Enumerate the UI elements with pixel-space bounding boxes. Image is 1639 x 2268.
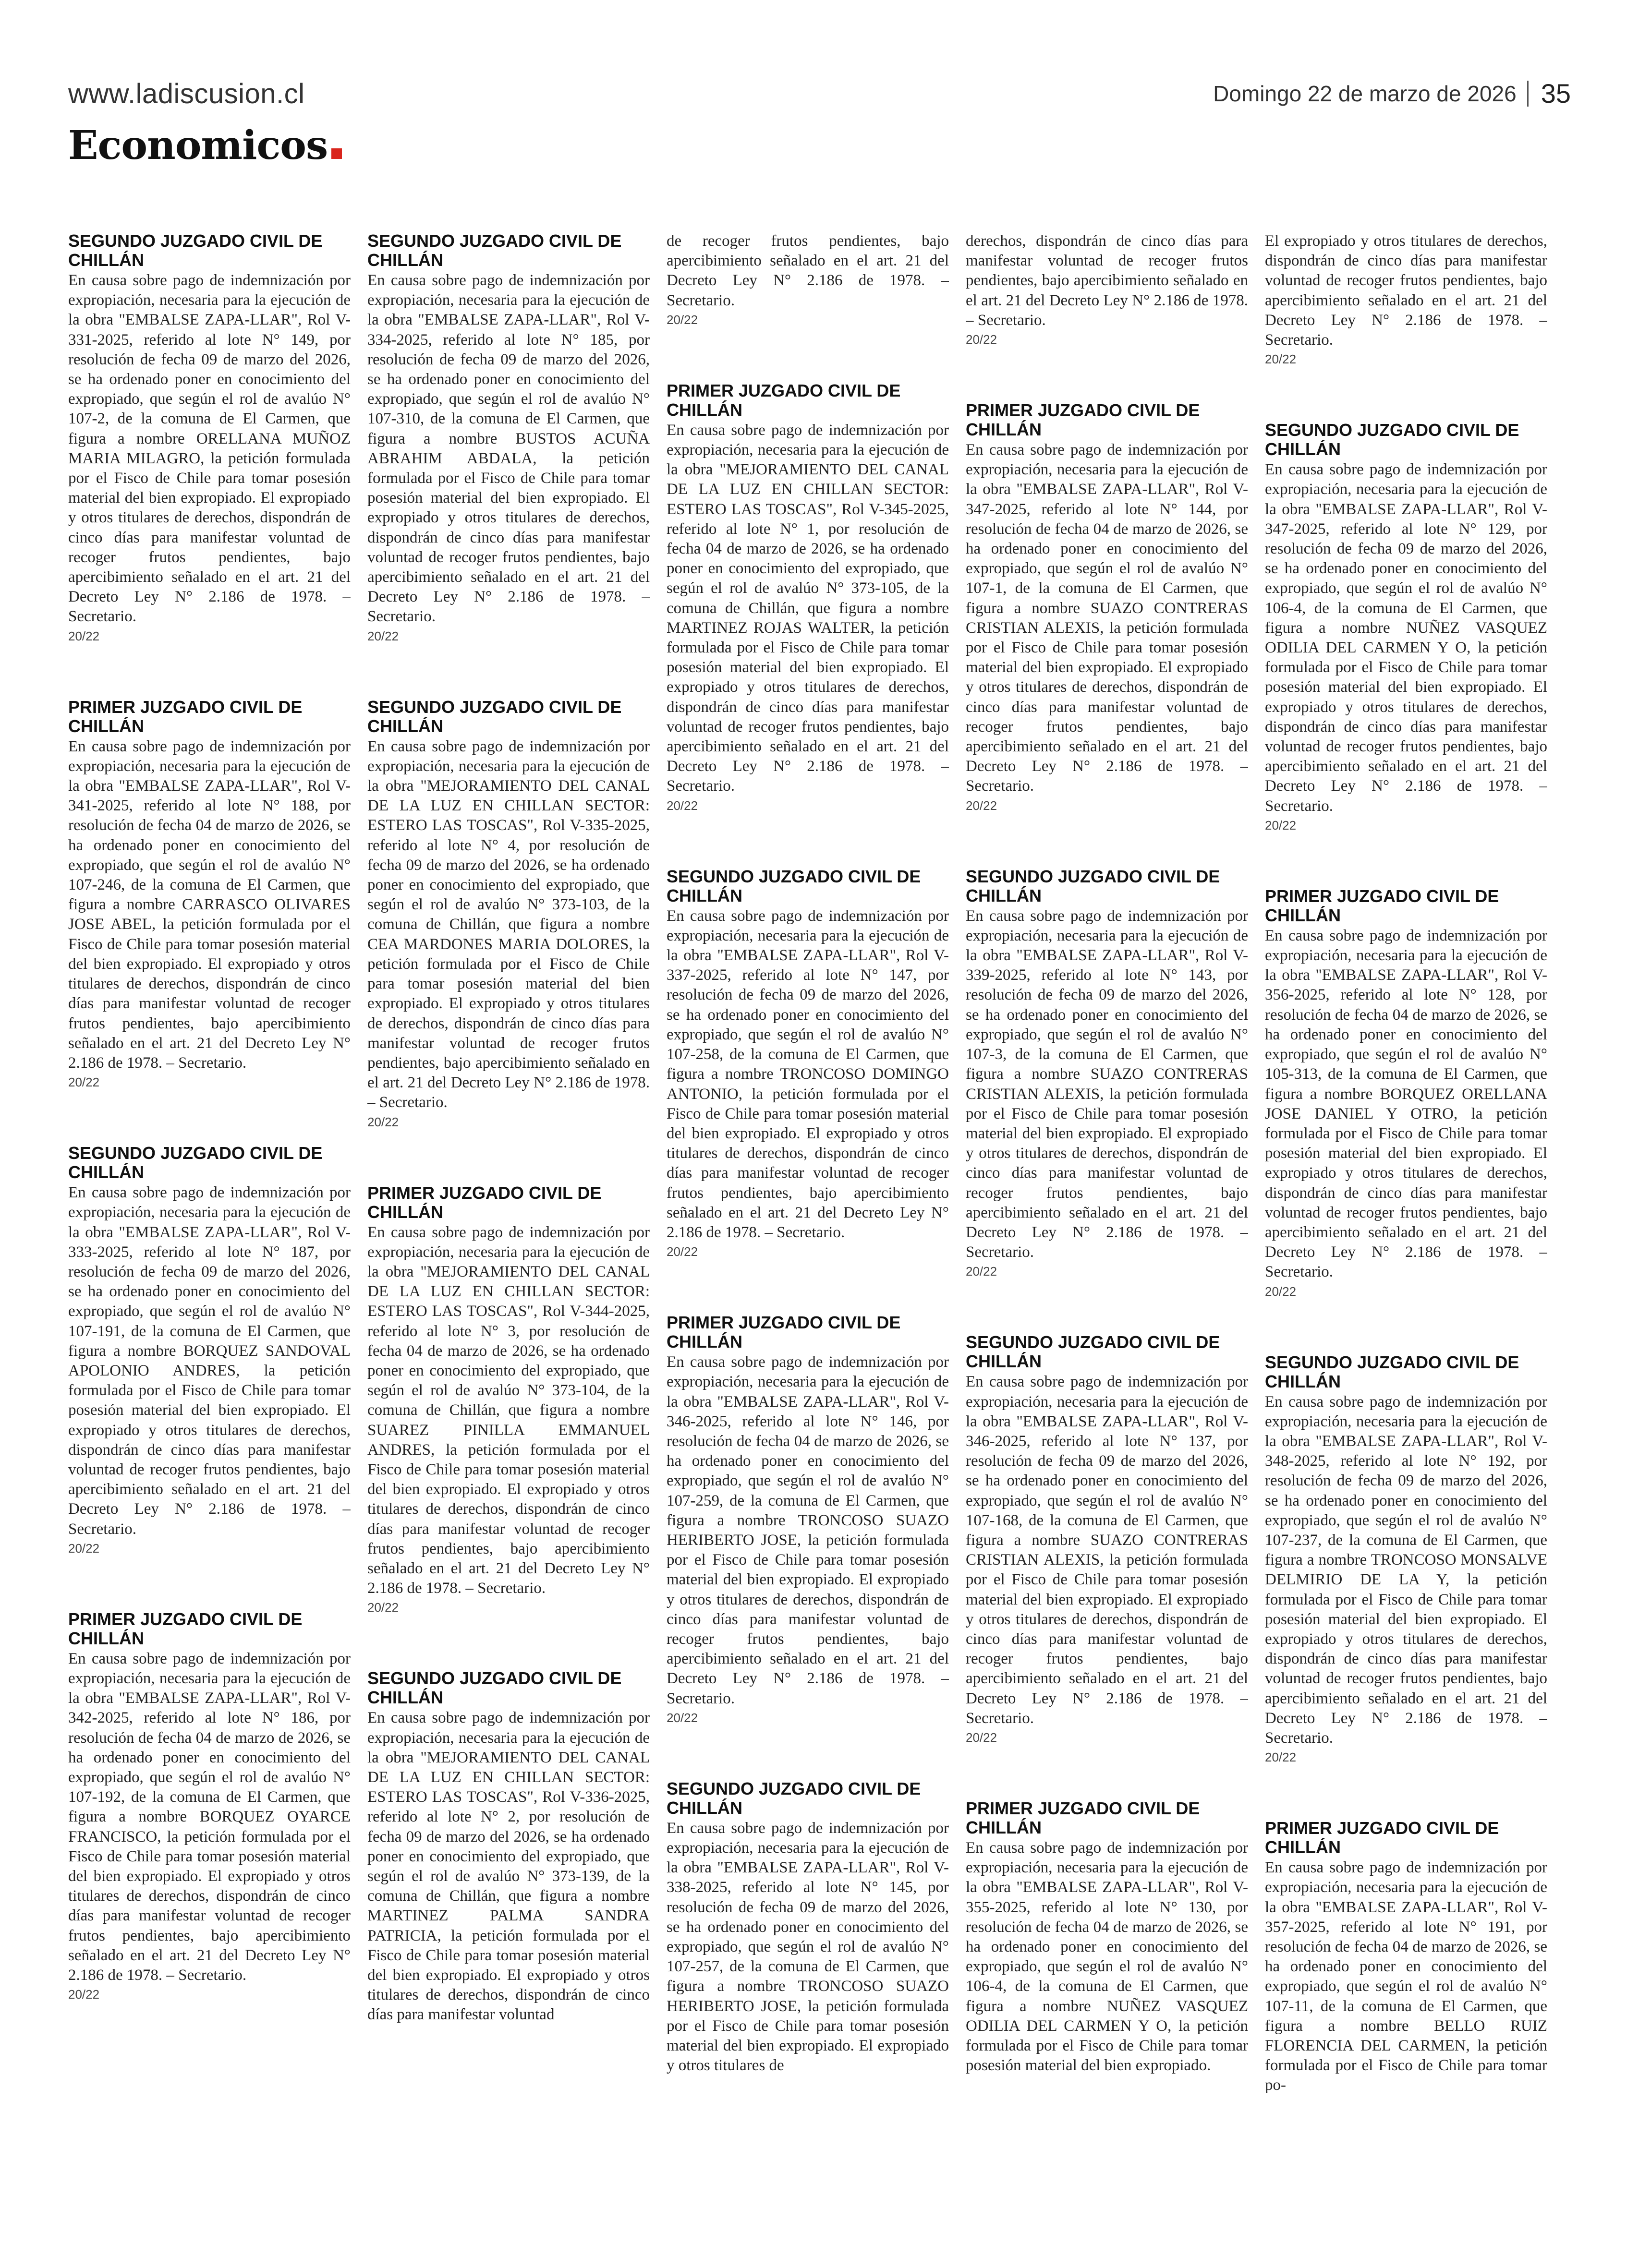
legal-notice bbox=[367, 231, 650, 644]
legal-notice bbox=[1265, 421, 1547, 833]
notice-body: En causa sobre pago de indemnización por expropiación, necesaria para la ejecución de la obra "EMBALSE ZAPA-LLAR", Rol V-338-2025, referido al lote N° 145, por resolución de fecha 09 de marzo del 2026, se ha ordenado poner en conocimiento del expropiado, que según el rol de avalúo N° 107-257, de la comuna de El Carmen, que figura a nombre TRONCOSO SUAZO HERIBERTO JOSE, la petición formulada por el Fisco de Chile para tomar posesión material del bien expropiado. El expropiado y otros titulares de bbox=[667, 1819, 949, 2075]
notice-code: 20/22 bbox=[68, 1075, 100, 1090]
column-1 bbox=[68, 231, 351, 2238]
notice-body: En causa sobre pago de indemnización por expropiación, necesaria para la ejecución de la obra "EMBALSE ZAPA-LLAR", Rol V-348-2025, referido al lote N° 192, por resolución de fecha 09 de marzo del 2026, se ha ordenado poner en conocimiento del expropiado, que según el rol de avalúo N° 107-237, de la comuna de El Carmen, que figura a nombre TRONCOSO MONSALVE DELMIRIO DE LA Y, la petición formulada por el Fisco de Chile para tomar posesión material del bien expropiado. El expropiado y otros titulares de derechos, dispondrán de cinco días para manifestar voluntad de recoger frutos pendientes, bajo apercibimiento señalado en el art. 21 del Decreto Ley N° 2.186 de 1978. – Secretario. bbox=[1265, 1393, 1547, 1747]
notice-title: PRIMER JUZGADO CIVIL DE CHILLÁN bbox=[966, 1798, 1200, 1837]
section-title-text: Economicos bbox=[68, 122, 328, 169]
notice-title: PRIMER JUZGADO CIVIL DE CHILLÁN bbox=[367, 1182, 602, 1222]
notice-continuation bbox=[667, 231, 949, 327]
legal-notice bbox=[68, 1144, 351, 1556]
legal-notice bbox=[367, 1183, 650, 1616]
notice-title: PRIMER JUZGADO CIVIL DE CHILLÁN bbox=[1265, 886, 1499, 925]
notice-body: En causa sobre pago de indemnización por expropiación, necesaria para la ejecución de la obra "EMBALSE ZAPA-LLAR", Rol V-334-2025, referido al lote N° 185, por resolución de fecha 09 de marzo del 2026, se ha ordenado poner en conocimiento del expropiado, que según el rol de avalúo N° 107-310, de la comuna de El Carmen, que figura a nombre BUSTOS ACUÑA ABRAHIM ABDALA, la petición formulada por el Fisco de Chile para tomar posesión material del bien expropiado. El expropiado y otros titulares de derechos, dispondrán de cinco días para manifestar voluntad de recoger frutos pendientes, bajo apercibimiento señalado en el art. 21 del Decreto Ley N° 2.186 de 1978. – Secretario. bbox=[367, 272, 650, 626]
notice-body: En causa sobre pago de indemnización por expropiación, necesaria para la ejecución de la obra "EMBALSE ZAPA-LLAR", Rol V-356-2025, referido al lote N° 128, por resolución de fecha 04 de marzo de 2026, se ha ordenado poner en conocimiento del expropiado, que según el rol de avalúo N° 105-313, de la comuna de El Carmen, que figura a nombre BORQUEZ ORELLANA JOSE DANIEL Y OTRO, la petición formulada por el Fisco de Chile para tomar posesión material del bien expropiado. El expropiado y otros titulares de derechos, dispondrán de cinco días para manifestar voluntad de recoger frutos pendientes, bajo apercibimiento señalado en el art. 21 del Decreto Ley N° 2.186 de 1978. – Secretario. bbox=[1265, 927, 1547, 1281]
legal-notice bbox=[68, 1610, 351, 2002]
legal-notice bbox=[367, 1669, 650, 2025]
legal-notice bbox=[966, 401, 1248, 813]
notice-title: SEGUNDO JUZGADO CIVIL DE CHILLÁN bbox=[367, 1668, 622, 1708]
continuation-body: derechos, dispondrán de cinco días para manifestar voluntad de recoger frutos pendientes, bajo apercibimiento señalado en el art. 21 del Decreto Ley N° 2.186 de 1978. – Secretario. bbox=[966, 232, 1248, 329]
notice-continuation bbox=[966, 231, 1248, 347]
notice-continuation bbox=[1265, 231, 1547, 367]
notice-code: 20/22 bbox=[367, 628, 399, 643]
site-url[interactable]: www.ladiscusion.cl bbox=[68, 78, 305, 109]
column-2 bbox=[367, 231, 650, 2238]
notice-title: PRIMER JUZGADO CIVIL DE CHILLÁN bbox=[966, 400, 1200, 440]
legal-notice bbox=[68, 231, 351, 644]
notice-title: PRIMER JUZGADO CIVIL DE CHILLÁN bbox=[68, 697, 303, 736]
notice-body: En causa sobre pago de indemnización por expropiación, necesaria para la ejecución de la obra "MEJORAMIENTO DEL CANAL DE LA LUZ EN CHILLAN SECTOR: ESTERO LAS TOSCAS", Rol V-345-2025, referido al lote N° 1, por resolución de fecha 04 de marzo de 2026, se ha ordenado poner en conocimiento del expropiado, que según el rol de avalúo N° 373-105, de la comuna de Chillán, que figura a nombre MARTINEZ ROJAS WALTER, la petición formulada por el Fisco de Chile para tomar posesión material del bien expropiado. El expropiado y otros titulares de derechos, dispondrán de cinco días para manifestar voluntad de recoger frutos pendientes, bajo apercibimiento señalado en el art. 21 del Decreto Ley N° 2.186 de 1978. – Secretario. bbox=[667, 421, 949, 795]
notice-body: En causa sobre pago de indemnización por expropiación, necesaria para la ejecución de la obra "EMBALSE ZAPA-LLAR", Rol V-333-2025, referido al lote N° 187, por resolución de fecha 09 de marzo del 2026, se ha ordenado poner en conocimiento del expropiado, que según el rol de avalúo N° 107-191, de la comuna de El Carmen, que figura a nombre BORQUEZ SANDOVAL APOLONIO ANDRES, la petición formulada por el Fisco de Chile para tomar posesión material del bien expropiado. El expropiado y otros titulares de derechos, dispondrán de cinco días para manifestar voluntad de recoger frutos pendientes, bajo apercibimiento señalado en el art. 21 del Decreto Ley N° 2.186 de 1978. – Secretario. bbox=[68, 1184, 351, 1538]
notice-code: 20/22 bbox=[966, 1264, 997, 1279]
notice-code: 20/22 bbox=[1265, 352, 1297, 367]
notice-code: 20/22 bbox=[667, 312, 698, 327]
notice-body: En causa sobre pago de indemnización por expropiación, necesaria para la ejecución de la obra "EMBALSE ZAPA-LLAR", Rol V-339-2025, referido al lote N° 143, por resolución de fecha 09 de marzo del 2026, se ha ordenado poner en conocimiento del expropiado, que según el rol de avalúo N° 107-3, de la comuna de El Carmen, que figura a nombre SUAZO CONTRERAS CRISTIAN ALEXIS, la petición formulada por el Fisco de Chile para tomar posesión material del bien expropiado. El expropiado y otros titulares de derechos, dispondrán de cinco días para manifestar voluntad de recoger frutos pendientes, bajo apercibimiento señalado en el art. 21 del Decreto Ley N° 2.186 de 1978. – Secretario. bbox=[966, 907, 1248, 1261]
notice-body: En causa sobre pago de indemnización por expropiación, necesaria para la ejecución de la obra "MEJORAMIENTO DEL CANAL DE LA LUZ EN CHILLAN SECTOR: ESTERO LAS TOSCAS", Rol V-335-2025, referido al lote N° 4, por resolución de fecha 09 de marzo del 2026, se ha ordenado poner en conocimiento del expropiado, que según el rol de avalúo N° 373-103, de la comuna de Chillán, que figura a nombre CEA MARDONES MARIA DOLORES, la petición formulada por el Fisco de Chile para tomar posesión material del bien expropiado. El expropiado y otros titulares de derechos, dispondrán de cinco días para manifestar voluntad de recoger frutos pendientes, bajo apercibimiento señalado en el art. 21 del Decreto Ley N° 2.186 de 1978. – Secretario. bbox=[367, 737, 650, 1111]
notice-code: 20/22 bbox=[667, 1244, 698, 1259]
notice-body: En causa sobre pago de indemnización por expropiación, necesaria para la ejecución de la obra "EMBALSE ZAPA-LLAR", Rol V-331-2025, referido al lote N° 149, por resolución de fecha 09 de marzo del 2026, se ha ordenado poner en conocimiento del expropiado, que según el rol de avalúo N° 107-2, de la comuna de El Carmen, que figura a nombre ORELLANA MUÑOZ MARIA MILAGRO, la petición formulada por el Fisco de Chile para tomar posesión material del bien expropiado. El expropiado y otros titulares de derechos, dispondrán de cinco días para manifestar voluntad de recoger frutos pendientes, bajo apercibimiento señalado en el art. 21 del Decreto Ley N° 2.186 de 1978. – Secretario. bbox=[68, 272, 351, 626]
column-4 bbox=[966, 231, 1248, 2238]
legal-notice bbox=[1265, 887, 1547, 1299]
notice-body: En causa sobre pago de indemnización por expropiación, necesaria para la ejecución de la obra "MEJORAMIENTO DEL CANAL DE LA LUZ EN CHILLAN SECTOR: ESTERO LAS TOSCAS", Rol V-336-2025, referido al lote N° 2, por resolución de fecha 09 de marzo del 2026, se ha ordenado poner en conocimiento del expropiado, que según el rol de avalúo N° 373-139, de la comuna de Chillán, que figura a nombre MARTINEZ PALMA SANDRA PATRICIA, la petición formulada por el Fisco de Chile para tomar posesión material del bien expropiado. El expropiado y otros titulares de derechos, dispondrán de cinco días para manifestar voluntad bbox=[367, 1709, 650, 2024]
notice-body: En causa sobre pago de indemnización por expropiación, necesaria para la ejecución de la obra "EMBALSE ZAPA-LLAR", Rol V-357-2025, referido al lote N° 191, por resolución de fecha 04 de marzo de 2026, se ha ordenado poner en conocimiento del expropiado, que según el rol de avalúo N° 107-11, de la comuna de El Carmen, que figura a nombre BELLO RUIZ FLORENCIA DEL CARMEN, la petición formulada por el Fisco de Chile para tomar po- bbox=[1265, 1859, 1547, 2094]
notice-code: 20/22 bbox=[367, 1600, 399, 1615]
column-3 bbox=[667, 231, 949, 2238]
notice-code: 20/22 bbox=[966, 332, 997, 347]
notice-title: PRIMER JUZGADO CIVIL DE CHILLÁN bbox=[1265, 1818, 1499, 1858]
notice-code: 20/22 bbox=[667, 798, 698, 813]
notice-body: En causa sobre pago de indemnización por expropiación, necesaria para la ejecución de la obra "EMBALSE ZAPA-LLAR", Rol V-337-2025, referido al lote N° 147, por resolución de fecha 09 de marzo del 2026, se ha ordenado poner en conocimiento del expropiado, que según el rol de avalúo N° 107-258, de la comuna de El Carmen, que figura a nombre TRONCOSO DOMINGO ANTONIO, la petición formulada por el Fisco de Chile para tomar posesión material del bien expropiado. El expropiado y otros titulares de derechos, dispondrán de cinco días para manifestar voluntad de recoger frutos pendientes, bajo apercibimiento señalado en el art. 21 del Decreto Ley N° 2.186 de 1978. – Secretario. bbox=[667, 907, 949, 1241]
issue-date: Domingo 22 de marzo de 2026 bbox=[1213, 81, 1517, 106]
notice-code: 20/22 bbox=[966, 798, 997, 813]
notice-code: 20/22 bbox=[1265, 1750, 1297, 1765]
notice-code: 20/22 bbox=[667, 1710, 698, 1725]
notice-code: 20/22 bbox=[1265, 1284, 1297, 1299]
notice-body: En causa sobre pago de indemnización por expropiación, necesaria para la ejecución de la obra "EMBALSE ZAPA-LLAR", Rol V-347-2025, referido al lote N° 144, por resolución de fecha 04 de marzo de 2026, se ha ordenado poner en conocimiento del expropiado, que según el rol de avalúo N° 107-1, de la comuna de El Carmen, que figura a nombre SUAZO CONTRERAS CRISTIAN ALEXIS, la petición formulada por el Fisco de Chile para tomar posesión material del bien expropiado. El expropiado y otros titulares de derechos, dispondrán de cinco días para manifestar voluntad de recoger frutos pendientes, bajo apercibimiento señalado en el art. 21 del Decreto Ley N° 2.186 de 1978. – Secretario. bbox=[966, 441, 1248, 795]
notice-code: 20/22 bbox=[68, 1987, 100, 2002]
legal-notice bbox=[667, 1313, 949, 1725]
notice-title: PRIMER JUZGADO CIVIL DE CHILLÁN bbox=[667, 380, 901, 420]
notice-title: SEGUNDO JUZGADO CIVIL DE CHILLÁN bbox=[966, 866, 1220, 905]
legal-notice bbox=[667, 381, 949, 813]
legal-notice bbox=[667, 1779, 949, 2076]
notice-body: En causa sobre pago de indemnización por expropiación, necesaria para la ejecución de la obra "EMBALSE ZAPA-LLAR", Rol V-341-2025, referido al lote N° 188, por resolución de fecha 04 de marzo de 2026, se ha ordenado poner en conocimiento del expropiado, que según el rol de avalúo N° 107-246, de la comuna de El Carmen, que figura a nombre CARRASCO OLIVARES JOSE ABEL, la petición formulada por el Fisco de Chile para tomar posesión material del bien expropiado. El expropiado y otros titulares de derechos, dispondrán de cinco días para manifestar voluntad de recoger frutos pendientes, bajo apercibimiento señalado en el art. 21 del Decreto Ley N° 2.186 de 1978. – Secretario. bbox=[68, 737, 351, 1072]
section-title bbox=[68, 122, 342, 169]
section-accent-dot bbox=[331, 148, 342, 159]
notice-title: PRIMER JUZGADO CIVIL DE CHILLÁN bbox=[68, 1609, 303, 1648]
notice-code: 20/22 bbox=[966, 1730, 997, 1745]
notice-code: 20/22 bbox=[1265, 818, 1297, 832]
notice-title: SEGUNDO JUZGADO CIVIL DE CHILLÁN bbox=[966, 1332, 1220, 1372]
column-5 bbox=[1265, 231, 1547, 2238]
notice-title: SEGUNDO JUZGADO CIVIL DE CHILLÁN bbox=[667, 866, 921, 905]
notice-title: SEGUNDO JUZGADO CIVIL DE CHILLÁN bbox=[667, 1778, 921, 1818]
notice-title: SEGUNDO JUZGADO CIVIL DE CHILLÁN bbox=[68, 1143, 323, 1182]
notice-title: SEGUNDO JUZGADO CIVIL DE CHILLÁN bbox=[367, 231, 622, 270]
legal-notice bbox=[966, 1799, 1248, 2075]
legal-notice bbox=[68, 698, 351, 1090]
notice-body: En causa sobre pago de indemnización por expropiación, necesaria para la ejecución de la obra "EMBALSE ZAPA-LLAR", Rol V-346-2025, referido al lote N° 146, por resolución de fecha 04 de marzo de 2026, se ha ordenado poner en conocimiento del expropiado, que según el rol de avalúo N° 107-259, de la comuna de El Carmen, que figura a nombre TRONCOSO SUAZO HERIBERTO JOSE, la petición formulada por el Fisco de Chile para tomar posesión material del bien expropiado. El expropiado y otros titulares de derechos, dispondrán de cinco días para manifestar voluntad de recoger frutos pendientes, bajo apercibimiento señalado en el art. 21 del Decreto Ley N° 2.186 de 1978. – Secretario. bbox=[667, 1353, 949, 1707]
legal-notice bbox=[1265, 1353, 1547, 1765]
header-divider bbox=[1527, 81, 1529, 107]
notice-body: En causa sobre pago de indemnización por expropiación, necesaria para la ejecución de la obra "EMBALSE ZAPA-LLAR", Rol V-346-2025, referido al lote N° 137, por resolución de fecha 09 de marzo del 2026, se ha ordenado poner en conocimiento del expropiado, que según el rol de avalúo N° 107-168, de la comuna de El Carmen, que figura a nombre SUAZO CONTRERAS CRISTIAN ALEXIS, la petición formulada por el Fisco de Chile para tomar posesión material del bien expropiado. El expropiado y otros titulares de derechos, dispondrán de cinco días para manifestar voluntad de recoger frutos pendientes, bajo apercibimiento señalado en el art. 21 del Decreto Ley N° 2.186 de 1978. – Secretario. bbox=[966, 1373, 1248, 1727]
legal-notice bbox=[966, 1333, 1248, 1745]
legal-notice bbox=[367, 698, 650, 1130]
notice-code: 20/22 bbox=[68, 1541, 100, 1556]
notice-title: SEGUNDO JUZGADO CIVIL DE CHILLÁN bbox=[68, 231, 323, 270]
legal-notice bbox=[966, 867, 1248, 1279]
notice-body: En causa sobre pago de indemnización por expropiación, necesaria para la ejecución de la obra "EMBALSE ZAPA-LLAR", Rol V-342-2025, referido al lote N° 186, por resolución de fecha 04 de marzo de 2026, se ha ordenado poner en conocimiento del expropiado, que según el rol de avalúo N° 107-192, de la comuna de El Carmen, que figura a nombre BORQUEZ OYARCE FRANCISCO, la petición formulada por el Fisco de Chile para tomar posesión material del bien expropiado. El expropiado y otros titulares de derechos, dispondrán de cinco días para manifestar voluntad de recoger frutos pendientes, bajo apercibimiento señalado en el art. 21 del Decreto Ley N° 2.186 de 1978. – Secretario. bbox=[68, 1650, 351, 1984]
notice-body: En causa sobre pago de indemnización por expropiación, necesaria para la ejecución de la obra "EMBALSE ZAPA-LLAR", Rol V-355-2025, referido al lote N° 130, por resolución de fecha 04 de marzo de 2026, se ha ordenado poner en conocimiento del expropiado, que según el rol de avalúo N° 106-4, de la comuna de El Carmen, que figura a nombre NUÑEZ VASQUEZ ODILIA DEL CARMEN Y O, la petición formulada por el Fisco de Chile para tomar posesión material del bien expropiado. bbox=[966, 1839, 1248, 2075]
page-number: 35 bbox=[1541, 78, 1571, 109]
notice-title: SEGUNDO JUZGADO CIVIL DE CHILLÁN bbox=[1265, 420, 1519, 459]
page-header-right bbox=[1213, 78, 1571, 109]
notice-title: SEGUNDO JUZGADO CIVIL DE CHILLÁN bbox=[367, 697, 622, 736]
notice-body: En causa sobre pago de indemnización por expropiación, necesaria para la ejecución de la obra "EMBALSE ZAPA-LLAR", Rol V-347-2025, referido al lote N° 129, por resolución de fecha 09 de marzo del 2026, se ha ordenado poner en conocimiento del expropiado, que según el rol de avalúo N° 106-4, de la comuna de El Carmen, que figura a nombre NUÑEZ VASQUEZ ODILIA DEL CARMEN Y O, la petición formulada por el Fisco de Chile para tomar posesión material del bien expropiado. El expropiado y otros titulares de derechos, dispondrán de cinco días para manifestar voluntad de recoger frutos pendientes, bajo apercibimiento señalado en el art. 21 del Decreto Ley N° 2.186 de 1978. – Secretario. bbox=[1265, 461, 1547, 815]
notice-body: En causa sobre pago de indemnización por expropiación, necesaria para la ejecución de la obra "MEJORAMIENTO DEL CANAL DE LA LUZ EN CHILLAN SECTOR: ESTERO LAS TOSCAS", Rol V-344-2025, referido al lote N° 3, por resolución de fecha 04 de marzo de 2026, se ha ordenado poner en conocimiento del expropiado, que según el rol de avalúo N° 373-104, de la comuna de Chillán, que figura a nombre SUAREZ PINILLA EMMANUEL ANDRES, la petición formulada por el Fisco de Chile para tomar posesión material del bien expropiado. El expropiado y otros titulares de derechos, dispondrán de cinco días para manifestar voluntad de recoger frutos pendientes, bajo apercibimiento señalado en el art. 21 del Decreto Ley N° 2.186 de 1978. – Secretario. bbox=[367, 1223, 650, 1597]
legal-notice bbox=[667, 867, 949, 1259]
notice-title: PRIMER JUZGADO CIVIL DE CHILLÁN bbox=[667, 1313, 901, 1352]
continuation-body: El expropiado y otros titulares de derechos, dispondrán de cinco días para manifestar voluntad de recoger frutos pendientes, bajo apercibimiento señalado en el art. 21 del Decreto Ley N° 2.186 de 1978. – Secretario. bbox=[1265, 232, 1547, 349]
legal-notice bbox=[1265, 1819, 1547, 2095]
notice-code: 20/22 bbox=[367, 1114, 399, 1129]
continuation-body: de recoger frutos pendientes, bajo apercibimiento señalado en el art. 21 del Decreto Ley N° 2.186 de 1978. – Secretario. bbox=[667, 232, 949, 309]
notice-title: SEGUNDO JUZGADO CIVIL DE CHILLÁN bbox=[1265, 1352, 1519, 1391]
notice-code: 20/22 bbox=[68, 628, 100, 643]
